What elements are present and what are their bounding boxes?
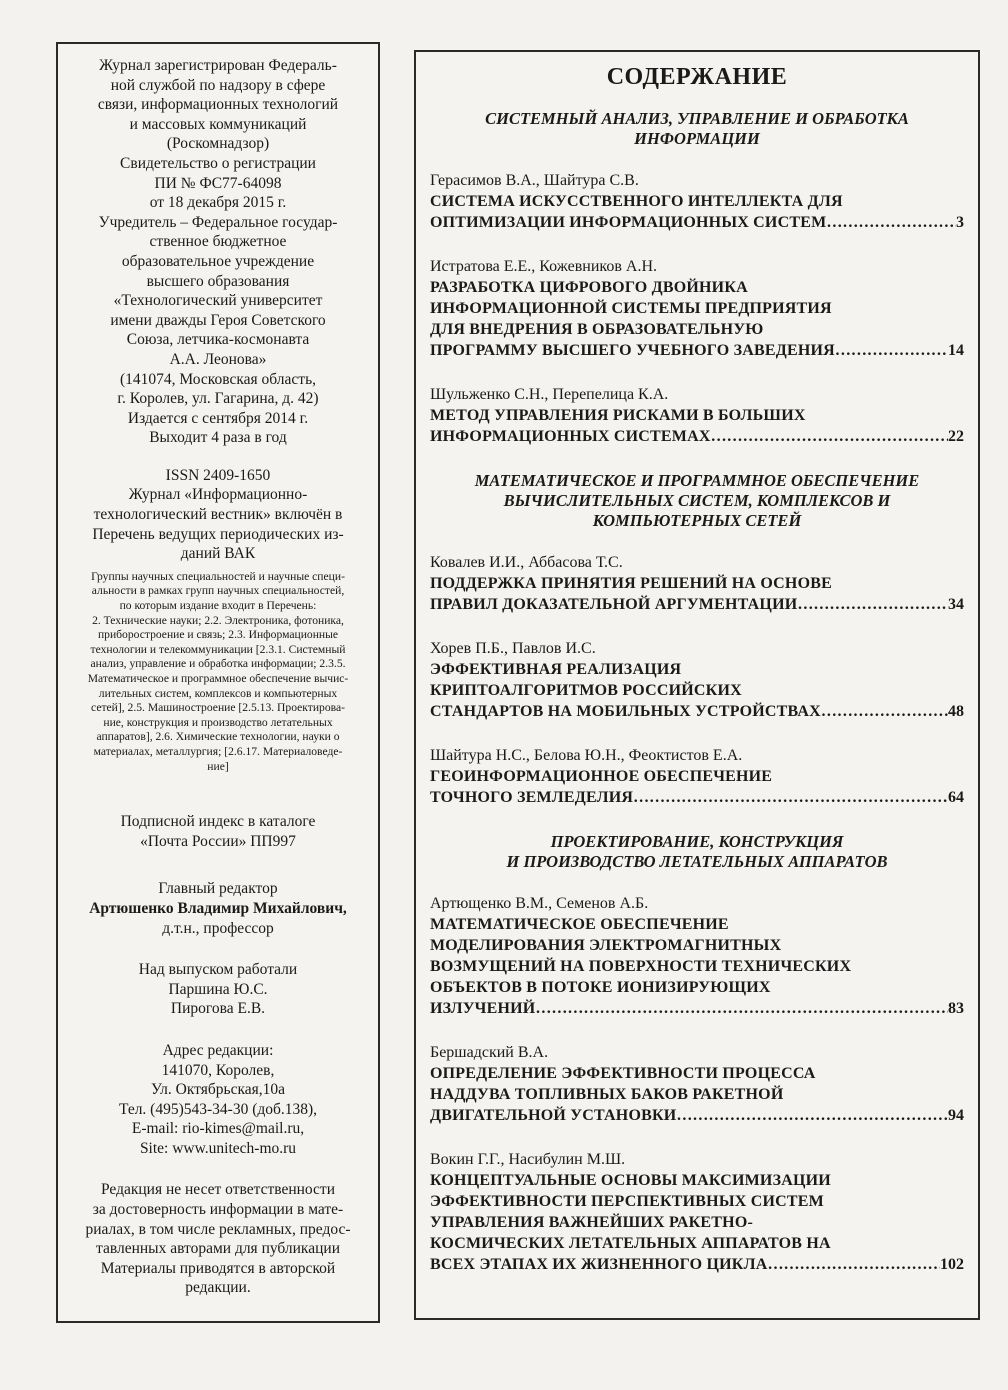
dot-leader <box>826 212 956 233</box>
specialties-line: альности в рамках групп научных специальностей, <box>91 584 345 598</box>
specialties-line: материалах, металлургия; [2.6.17. Материаловеде- <box>93 744 343 758</box>
registration-line: имени дважды Героя Советского <box>110 311 326 329</box>
entry-title-line: ТОЧНОГО ЗЕМЛЕДЕЛИЯ <box>430 789 634 806</box>
specialties-line: анализ, управление и обработка информации; 2.3.5. <box>90 657 346 671</box>
entry-page-number: 64 <box>948 789 964 806</box>
registration-line: связи, информационных технологий <box>97 96 339 114</box>
toc-entry[interactable] <box>430 746 964 808</box>
toc-entry[interactable] <box>430 1150 964 1275</box>
entry-title-line: СТАНДАРТОВ НА МОБИЛЬНЫХ УСТРОЙСТВАХ <box>430 703 821 720</box>
registration-line: Издается с сентября 2014 г. <box>127 409 309 427</box>
disclaimer-line: за достоверность информации в мате- <box>92 1201 344 1219</box>
registration-line: образовательное учреждение <box>121 252 315 270</box>
entry-title-line: КОСМИЧЕСКИХ ЛЕТАТЕЛЬНЫХ АППАРАТОВ НА <box>430 1235 831 1252</box>
entry-title-line: ОПРЕДЕЛЕНИЕ ЭФФЕКТИВНОСТИ ПРОЦЕССА <box>430 1065 816 1082</box>
entry-title-line: ОБЪЕКТОВ В ПОТОКЕ ИОНИЗИРУЮЩИХ <box>430 979 771 996</box>
entry-title-line: ПРОГРАММУ ВЫСШЕГО УЧЕБНОГО ЗАВЕДЕНИЯ <box>430 342 835 359</box>
address-line: 141070, Королев, <box>161 1061 275 1079</box>
entry-title-line: ИЗЛУЧЕНИЙ <box>430 1000 536 1017</box>
entry-title-line: КОНЦЕПТУАЛЬНЫЕ ОСНОВЫ МАКСИМИЗАЦИИ <box>430 1172 831 1189</box>
entry-authors: Ковалев И.И., Аббасова Т.С. <box>430 554 623 571</box>
contents-sections <box>430 109 964 1275</box>
address-line: E-mail: rio-kimes@mail.ru, <box>131 1120 305 1138</box>
entry-page-number: 94 <box>948 1107 964 1124</box>
address-block <box>68 1041 368 1159</box>
issn-line: Перечень ведущих периодических из- <box>92 525 344 543</box>
section-heading <box>430 109 964 149</box>
disclaimer-line: тавленных авторами для публикации <box>96 1240 340 1258</box>
entry-title-line: ЭФФЕКТИВНОСТИ ПЕРСПЕКТИВНЫХ СИСТЕМ <box>430 1193 824 1210</box>
registration-line: ственное бюджетное <box>149 233 287 251</box>
entry-title-line: МОДЕЛИРОВАНИЯ ЭЛЕКТРОМАГНИТНЫХ <box>430 937 782 954</box>
specialties-line: Математическое и программное обеспечение вычис- <box>87 672 349 685</box>
registration-line: и массовых коммуникаций <box>129 115 307 133</box>
imprint-panel <box>56 42 380 1323</box>
entry-title-last-line <box>430 1105 964 1126</box>
dot-leader <box>711 426 948 447</box>
registration-block <box>68 56 368 564</box>
entry-title-line: ПОДДЕРЖКА ПРИНЯТИЯ РЕШЕНИЙ НА ОСНОВЕ <box>430 575 832 592</box>
entry-title-last-line <box>430 1254 964 1275</box>
staff-line: Пирогова Е.В. <box>170 1000 266 1018</box>
entry-title-line: МЕТОД УПРАВЛЕНИЯ РИСКАМИ В БОЛЬШИХ <box>430 407 806 424</box>
toc-entry[interactable] <box>430 553 964 615</box>
entry-page-number: 3 <box>956 214 964 231</box>
entry-title-line: ЭФФЕКТИВНАЯ РЕАЛИЗАЦИЯ <box>430 661 682 678</box>
entry-title-last-line <box>430 594 964 615</box>
specialties-line: по которым издание входит в Перечень: <box>119 599 317 613</box>
registration-line: от 18 декабря 2015 г. <box>149 194 287 212</box>
entry-title-line: ПРАВИЛ ДОКАЗАТЕЛЬНОЙ АРГУМЕНТАЦИИ <box>430 596 798 613</box>
entry-title-line: КРИПТОАЛГОРИТМОВ РОССИЙСКИХ <box>430 682 742 699</box>
entry-title-last-line <box>430 426 964 447</box>
staff-line: Паршина Ю.С. <box>168 980 268 998</box>
entry-authors: Бершадский В.А. <box>430 1044 549 1061</box>
entry-title-line: ВОЗМУЩЕНИЙ НА ПОВЕРХНОСТИ ТЕХНИЧЕСКИХ <box>430 958 852 975</box>
entry-title-last-line <box>430 701 964 722</box>
entry-title-line: ОПТИМИЗАЦИИ ИНФОРМАЦИОННЫХ СИСТЕМ <box>430 214 827 231</box>
disclaimer-line: Редакция не несет ответственности <box>100 1181 335 1199</box>
dot-leader <box>767 1254 940 1275</box>
specialties-line: аппаратов], 2.6. Химические технологии, науки о <box>96 730 340 744</box>
entry-title-last-line <box>430 212 964 233</box>
subscription-line: «Почта России» ПП997 <box>140 832 296 850</box>
contents-panel <box>414 50 980 1320</box>
toc-entry[interactable] <box>430 1043 964 1126</box>
toc-entry[interactable] <box>430 257 964 361</box>
specialties-line: Группы научных специальностей и научные специ- <box>91 569 345 583</box>
entry-title-last-line <box>430 787 964 808</box>
section-heading <box>430 471 964 531</box>
subscription-line: Подписной индекс в каталоге <box>120 813 316 831</box>
editor-label: Главный редактор <box>158 880 278 898</box>
disclaimer-line: риалах, в том числе рекламных, предос- <box>85 1220 351 1238</box>
entry-title-line: ДЛЯ ВНЕДРЕНИЯ В ОБРАЗОВАТЕЛЬНУЮ <box>430 321 764 338</box>
section-heading-line: СИСТЕМНЫЙ АНАЛИЗ, УПРАВЛЕНИЕ И ОБРАБОТКА <box>485 109 909 128</box>
toc-entry[interactable] <box>430 171 964 233</box>
registration-line: (141074, Московская область, <box>119 370 317 388</box>
registration-line: Журнал зарегистрирован Федераль- <box>99 57 337 74</box>
specialties-line: технологии и телекоммуникации [2.3.1. Системный <box>90 642 346 656</box>
address-line: Адрес редакции: <box>162 1041 274 1059</box>
toc-entry[interactable] <box>430 894 964 1019</box>
disclaimer-block <box>68 1180 368 1298</box>
address-line: Ул. Октябрьская,10а <box>150 1081 286 1099</box>
entry-title-line: ИНФОРМАЦИОННЫХ СИСТЕМАХ <box>430 428 711 445</box>
specialties-line: 2. Технические науки; 2.2. Электроника, фотоника, <box>92 613 344 627</box>
entry-title-line: НАДДУВА ТОПЛИВНЫХ БАКОВ РАКЕТНОЙ <box>430 1086 784 1103</box>
entry-title-line: ГЕОИНФОРМАЦИОННОЕ ОБЕСПЕЧЕНИЕ <box>430 768 773 785</box>
entry-page-number: 48 <box>948 703 964 720</box>
entry-page-number: 34 <box>948 596 964 613</box>
specialties-line: ние] <box>207 759 229 773</box>
registration-line: Союза, летчика-космонавта <box>126 331 310 349</box>
entry-authors: Артющенко В.М., Семенов А.Б. <box>430 895 649 912</box>
editor-block <box>68 879 368 938</box>
dot-leader <box>633 787 948 808</box>
entry-title-line: РАЗРАБОТКА ЦИФРОВОГО ДВОЙНИКА <box>430 279 748 296</box>
entry-page-number: 22 <box>948 428 964 445</box>
disclaimer-line: Материалы приводятся в авторской <box>100 1259 336 1277</box>
section-heading-line: МАТЕМАТИЧЕСКОЕ И ПРОГРАММНОЕ ОБЕСПЕЧЕНИЕ <box>474 471 920 490</box>
entry-authors: Шульженко С.Н., Перепелица К.А. <box>430 386 669 403</box>
registration-line: Выходит 4 раза в год <box>149 429 287 447</box>
entry-title-last-line <box>430 998 964 1019</box>
editor-name: Артюшенко Владимир Михайлович, <box>89 899 347 917</box>
entry-title-line: МАТЕМАТИЧЕСКОЕ ОБЕСПЕЧЕНИЕ <box>430 916 729 933</box>
registration-line: «Технологический университет <box>113 292 323 310</box>
registration-line: А.А. Леонова» <box>169 350 267 368</box>
toc-entry[interactable] <box>430 639 964 722</box>
entry-title-line: ВСЕХ ЭТАПАХ ИХ ЖИЗНЕННОГО ЦИКЛА <box>430 1256 768 1273</box>
entry-authors: Истратова Е.Е., Кожевников А.Н. <box>430 258 658 275</box>
registration-line: г. Королев, ул. Гагарина, д. 42) <box>117 390 319 408</box>
section-heading-line: ИНФОРМАЦИИ <box>634 129 760 148</box>
entry-authors: Шайтура Н.С., Белова Ю.Н., Феоктистов Е.А. <box>430 747 743 764</box>
registration-line: высшего образования <box>146 272 290 290</box>
issn-line: технологический вестник» включён в <box>93 506 343 524</box>
specialties-line: лительных систем, комплексов и компьютерных <box>98 686 338 700</box>
entry-authors: Вокин Г.Г., Насибулин М.Ш. <box>430 1151 626 1168</box>
entry-page-number: 83 <box>948 1000 964 1017</box>
subscription-block <box>68 812 368 851</box>
specialties-block <box>68 570 368 774</box>
registration-line: ПИ № ФС77-64098 <box>154 174 282 192</box>
contents-title: СОДЕРЖАНИЕ <box>606 64 788 90</box>
section-heading-line: ПРОЕКТИРОВАНИЕ, КОНСТРУКЦИЯ <box>550 832 844 851</box>
dot-leader <box>535 998 948 1019</box>
entry-page-number: 102 <box>940 1256 964 1273</box>
entry-authors: Герасимов В.А., Шайтура С.В. <box>430 172 639 189</box>
toc-entry[interactable] <box>430 385 964 447</box>
entry-authors: Хорев П.Б., Павлов И.С. <box>430 640 596 657</box>
specialties-line: ние, конструкция и производство летательных <box>103 715 333 729</box>
entry-page-number: 14 <box>948 342 964 359</box>
editor-degree: д.т.н., профессор <box>162 919 274 937</box>
entry-title-line: СИСТЕМА ИСКУССТВЕННОГО ИНТЕЛЛЕКТА ДЛЯ <box>430 193 843 210</box>
entry-title-last-line <box>430 340 964 361</box>
staff-block <box>68 960 368 1019</box>
specialties-line: сетей], 2.5. Машиностроение [2.5.13. Проектирова- <box>91 701 345 715</box>
section-heading <box>430 832 964 872</box>
address-line: Site: www.unitech-mo.ru <box>139 1139 297 1157</box>
dot-leader <box>797 594 948 615</box>
dot-leader <box>835 340 948 361</box>
staff-line: Над выпуском работали <box>138 961 298 979</box>
address-line: Тел. (495)543-34-30 (доб.138), <box>118 1100 318 1118</box>
section-heading-line: И ПРОИЗВОДСТВО ЛЕТАТЕЛЬНЫХ АППАРАТОВ <box>506 852 888 871</box>
registration-line: (Роскомнадзор) <box>166 135 270 153</box>
section-heading-line: ВЫЧИСЛИТЕЛЬНЫХ СИСТЕМ, КОМПЛЕКСОВ И <box>503 491 891 510</box>
entry-title-line: ИНФОРМАЦИОННОЙ СИСТЕМЫ ПРЕДПРИЯТИЯ <box>430 300 832 317</box>
registration-line: ной службой по надзору в сфере <box>110 76 326 94</box>
specialties-line: приборостроение и связь; 2.3. Информационные <box>97 628 339 642</box>
issn-line: Журнал «Информационно- <box>128 486 308 504</box>
issn-line: ISSN 2409-1650 <box>165 466 271 484</box>
registration-line: Учредитель – Федеральное государ- <box>98 213 338 231</box>
disclaimer-line: редакции. <box>185 1279 251 1297</box>
registration-line: Свидетельство о регистрации <box>120 154 316 172</box>
entry-title-line: ДВИГАТЕЛЬНОЙ УСТАНОВКИ <box>430 1107 677 1124</box>
dot-leader <box>676 1105 948 1126</box>
section-heading-line: КОМПЬЮТЕРНЫХ СЕТЕЙ <box>592 511 802 530</box>
dot-leader <box>821 701 948 722</box>
issn-line: даний ВАК <box>180 545 256 563</box>
entry-title-line: УПРАВЛЕНИЯ ВАЖНЕЙШИХ РАКЕТНО- <box>430 1214 753 1231</box>
